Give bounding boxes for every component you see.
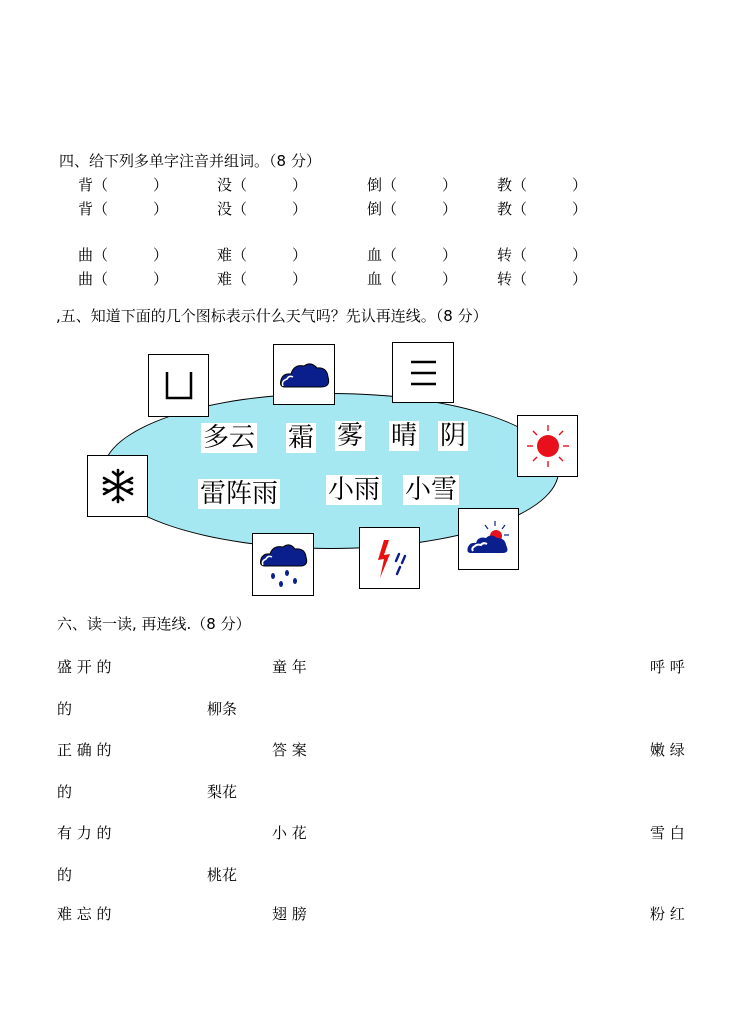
adjective-cell[interactable]: 嫩 绿	[650, 741, 685, 759]
char-cell: 教（ ）	[497, 176, 588, 194]
adjective-cell[interactable]: 呼 呼	[650, 658, 685, 676]
weather-word-duoyun[interactable]: 多云	[203, 423, 256, 453]
noun-cell[interactable]: 答 案	[272, 741, 307, 759]
char-cell: 倒（ ）	[367, 176, 458, 194]
char-cell: 曲（ ）	[78, 246, 169, 264]
char-cell: 背（ ）	[78, 200, 169, 218]
particle-cell: 的	[57, 866, 73, 884]
weather-word-yin[interactable]: 阴	[440, 421, 467, 451]
char-cell: 曲（ ）	[78, 270, 169, 288]
char-cell: 难（ ）	[217, 270, 308, 288]
snowflake-icon[interactable]	[87, 455, 148, 517]
cloud-icon[interactable]	[273, 344, 335, 405]
char-cell: 倒（ ）	[367, 200, 458, 218]
noun-cell[interactable]: 翅 膀	[272, 905, 307, 923]
weather-word-leizhenyu[interactable]: 雷阵雨	[200, 479, 279, 509]
thunderstorm-icon[interactable]	[359, 527, 420, 589]
char-cell: 转（ ）	[497, 270, 588, 288]
char-cell: 难（ ）	[217, 246, 308, 264]
noun-cell[interactable]: 童 年	[272, 658, 307, 676]
sun-behind-cloud-icon[interactable]	[458, 508, 519, 570]
weather-word-qing[interactable]: 晴	[391, 421, 418, 451]
char-cell: 血（ ）	[367, 270, 458, 288]
modifier-cell[interactable]: 盛 开 的	[57, 658, 112, 676]
noun-cell[interactable]: 桃花	[207, 866, 238, 884]
weather-word-xiaoxue[interactable]: 小雪	[405, 475, 458, 505]
section6-heading: 六、读一读, 再连线.（8 分）	[57, 615, 251, 633]
noun-cell[interactable]: 梨花	[207, 783, 238, 801]
particle-cell: 的	[57, 783, 73, 801]
fog-symbol-icon[interactable]	[392, 342, 454, 403]
char-cell: 转（ ）	[497, 246, 588, 264]
modifier-cell[interactable]: 难 忘 的	[57, 905, 112, 923]
char-cell: 没（ ）	[217, 200, 308, 218]
adjective-cell[interactable]: 粉 红	[650, 905, 685, 923]
char-cell: 教（ ）	[497, 200, 588, 218]
sun-icon[interactable]	[517, 415, 578, 477]
frost-symbol-icon[interactable]	[148, 354, 209, 417]
weather-word-xiaoyu[interactable]: 小雨	[328, 475, 381, 505]
char-cell: 背（ ）	[78, 176, 169, 194]
noun-cell[interactable]: 柳条	[207, 700, 238, 718]
noun-cell[interactable]: 小 花	[272, 824, 307, 842]
rain-cloud-icon[interactable]	[252, 533, 314, 596]
char-cell: 血（ ）	[367, 246, 458, 264]
char-cell: 没（ ）	[217, 176, 308, 194]
adjective-cell[interactable]: 雪 白	[650, 824, 685, 842]
modifier-cell[interactable]: 有 力 的	[57, 824, 112, 842]
weather-word-shuang[interactable]: 霜	[288, 423, 315, 453]
section4-heading: 四、给下列多单字注音并组词。（8 分）	[59, 152, 321, 170]
modifier-cell[interactable]: 正 确 的	[57, 741, 112, 759]
particle-cell: 的	[57, 700, 73, 718]
weather-word-wu[interactable]: 雾	[337, 421, 364, 451]
section5-heading: ,五、知道下面的几个图标表示什么天气吗？先认再连线。（8 分）	[56, 307, 488, 325]
